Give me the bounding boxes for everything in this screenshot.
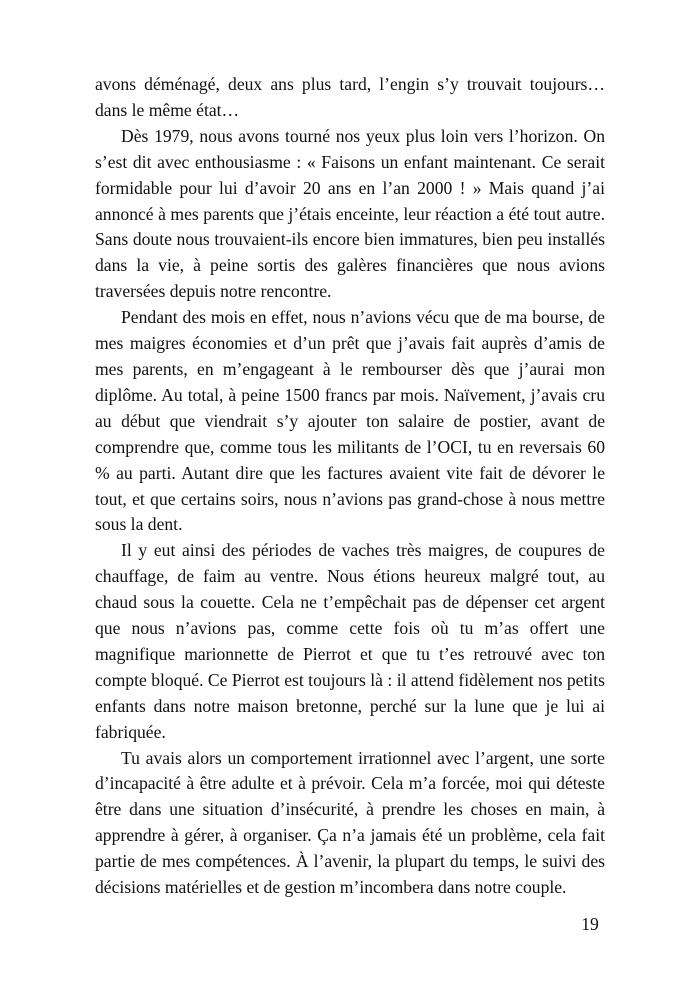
paragraph-1: avons déménagé, deux ans plus tard, l’engin s’y trouvait toujours… dans le même état… — [95, 74, 605, 120]
page-number: 19 — [581, 914, 599, 934]
page-body — [95, 72, 605, 901]
paragraph-4: Il y eut ainsi des périodes de vaches très maigres, de coupures de chauffage, de faim au ventre. Nous étions heureux malgré tout, au chaud sous la couette. Cela ne t’empêchait pas de dépenser cet argent que nous n’avions pas, comme cette fois où tu m’as offert une magnifique marionnette de Pierrot et que tu t’es retrouvé avec ton compte bloqué. Ce Pierrot est toujours là : il attend fidèlement nos petits enfants dans notre maison bretonne, perché sur la lune que je lui ai fabriquée. — [95, 540, 605, 742]
paragraph-3: Pendant des mois en effet, nous n’avions vécu que de ma bourse, de mes maigres économies et d’un prêt que j’avais fait auprès d’amis de mes parents, en m’engageant à le rembourser dès que j’aurai mon diplôme. Au total, à peine 1500 francs par mois. Naïvement, j’avais cru au début que viendrait s’y ajouter ton salaire de postier, avant de comprendre que, comme tous les militants de l’OCI, tu en reversais 60 % au parti. Autant dire que les factures avaient vite fait de dévorer le tout, et que certains soirs, nous n’avions pas grand-chose à nous mettre sous la dent. — [95, 307, 605, 535]
paragraph-2: Dès 1979, nous avons tourné nos yeux plus loin vers l’horizon. On s’est dit avec enthousiasme : « Faisons un enfant maintenant. Ce serait formidable pour lui d’avoir 20 ans en l’an 2000 ! » Mais quand j’ai annoncé à mes parents que j’étais enceinte, leur réaction a été tout autre. Sans doute nous trouvaient-ils encore bien immatures, bien peu installés dans la vie, à peine sortis des galères financières que nous avions traversées depuis notre rencontre. — [95, 125, 605, 302]
paragraph-5: Tu avais alors un comportement irrationnel avec l’argent, une sorte d’incapacité à être adulte et à prévoir. Cela m’a forcée, moi qui déteste être dans une situation d’insécurité, à prendre les choses en main, à apprendre à gérer, à organiser. Ça n’a jamais été un problème, cela fait partie de mes compétences. À l’avenir, la plupart du temps, le suivi des décisions matérielles et de gestion m’incombera dans notre couple. — [95, 747, 605, 898]
